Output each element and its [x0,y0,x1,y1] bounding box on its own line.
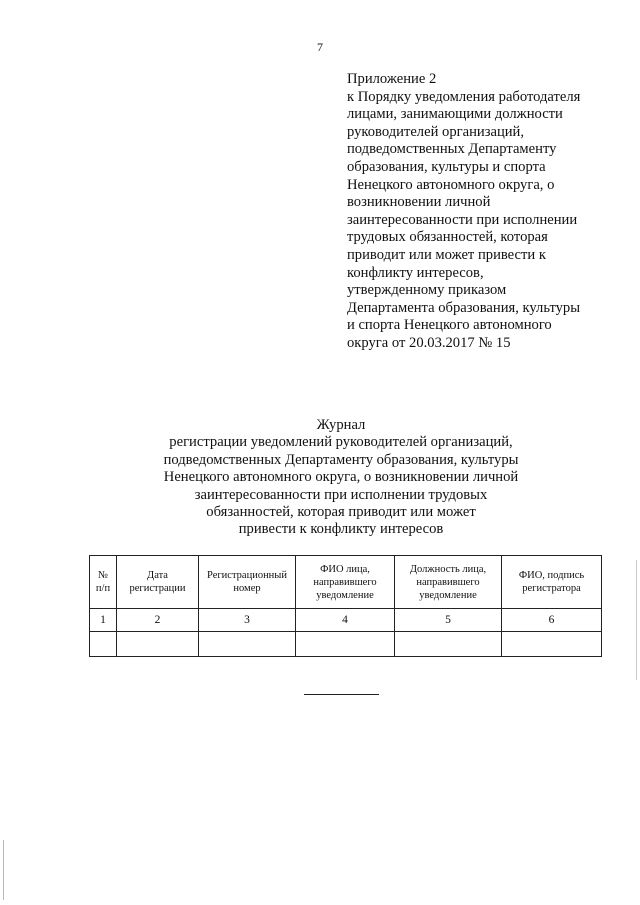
header-text: направившего [416,576,480,588]
appendix-line: к Порядку уведомления работодателя [347,88,581,105]
end-divider [304,694,379,695]
header-text: номер [233,583,261,594]
scan-margin-line [636,560,637,680]
column-number-row [90,609,602,632]
appendix-line: руководителей организаций, [347,123,525,140]
journal-subtitle-line: обязанностей, которая приводит или может [206,504,476,521]
header-text: уведомление [419,589,477,601]
appendix-block [347,71,627,353]
header-cell-date [117,556,199,609]
appendix-line: утвержденному приказом [347,282,507,299]
header-text: № [97,570,109,581]
header-cell-registrar [502,556,602,609]
appendix-line: лицами, занимающими должности [347,106,563,123]
appendix-line: образования, культуры и спорта [347,158,546,175]
column-number-cell: 4 [296,609,395,632]
appendix-line: и спорта Ненецкого автономного [347,317,552,334]
header-text: ФИО лица, [320,563,370,575]
column-number-cell: 6 [502,609,602,632]
journal-heading [0,417,640,539]
header-text: регистрации [129,583,186,594]
header-cell-sender-position [395,556,502,609]
header-text: Дата [147,570,168,581]
scan-margin-line [3,840,4,900]
header-text: уведомление [316,589,374,601]
appendix-line: Департамента образования, культуры [347,299,581,316]
column-number-cell: 3 [199,609,296,632]
column-number-cell: 1 [90,609,117,632]
empty-cell [395,632,502,657]
journal-subtitle-line: Ненецкого автономного округа, о возникновении личной [163,469,519,486]
empty-cell [90,632,117,657]
header-text: ФИО, подпись [518,570,585,581]
journal-subtitle-line: подведомственных Департаменту образования, культуры [163,451,519,468]
appendix-line: приводит или может привести к [347,246,546,263]
appendix-line: подведомственных Департаменту [347,141,557,158]
header-text: Должность лица, [409,563,487,575]
journal-subtitle-line: регистрации уведомлений руководителей организаций, [169,434,513,451]
table-header-row [90,556,602,609]
header-cell-number [90,556,117,609]
header-text: регистратора [522,583,581,594]
appendix-line: Приложение 2 [347,71,437,87]
header-text: п/п [95,583,111,594]
appendix-line: Ненецкого автономного округа, о [347,176,555,193]
appendix-line: заинтересованности при исполнении [347,211,578,228]
appendix-line: конфликту интересов, [347,264,484,281]
page-number: 7 [317,40,323,54]
journal-subtitle-line: заинтересованности при исполнении трудовых [194,486,488,503]
appendix-line: трудовых обязанностей, которая [347,229,548,246]
empty-cell [502,632,602,657]
column-number-cell: 5 [395,609,502,632]
appendix-line: возникновении личной [347,194,491,211]
header-text: направившего [313,576,377,588]
empty-cell [117,632,199,657]
header-cell-sender-name [296,556,395,609]
appendix-line: округа от 20.03.2017 № 15 [347,334,511,351]
journal-subtitle-line: привести к конфликту интересов [238,521,444,538]
registration-table [89,555,602,657]
journal-title: Журнал [316,417,366,433]
column-number-cell: 2 [117,609,199,632]
empty-cell [199,632,296,657]
empty-table-row [90,632,602,657]
header-text: Регистрационный [207,570,287,581]
header-cell-reg-number [199,556,296,609]
empty-cell [296,632,395,657]
